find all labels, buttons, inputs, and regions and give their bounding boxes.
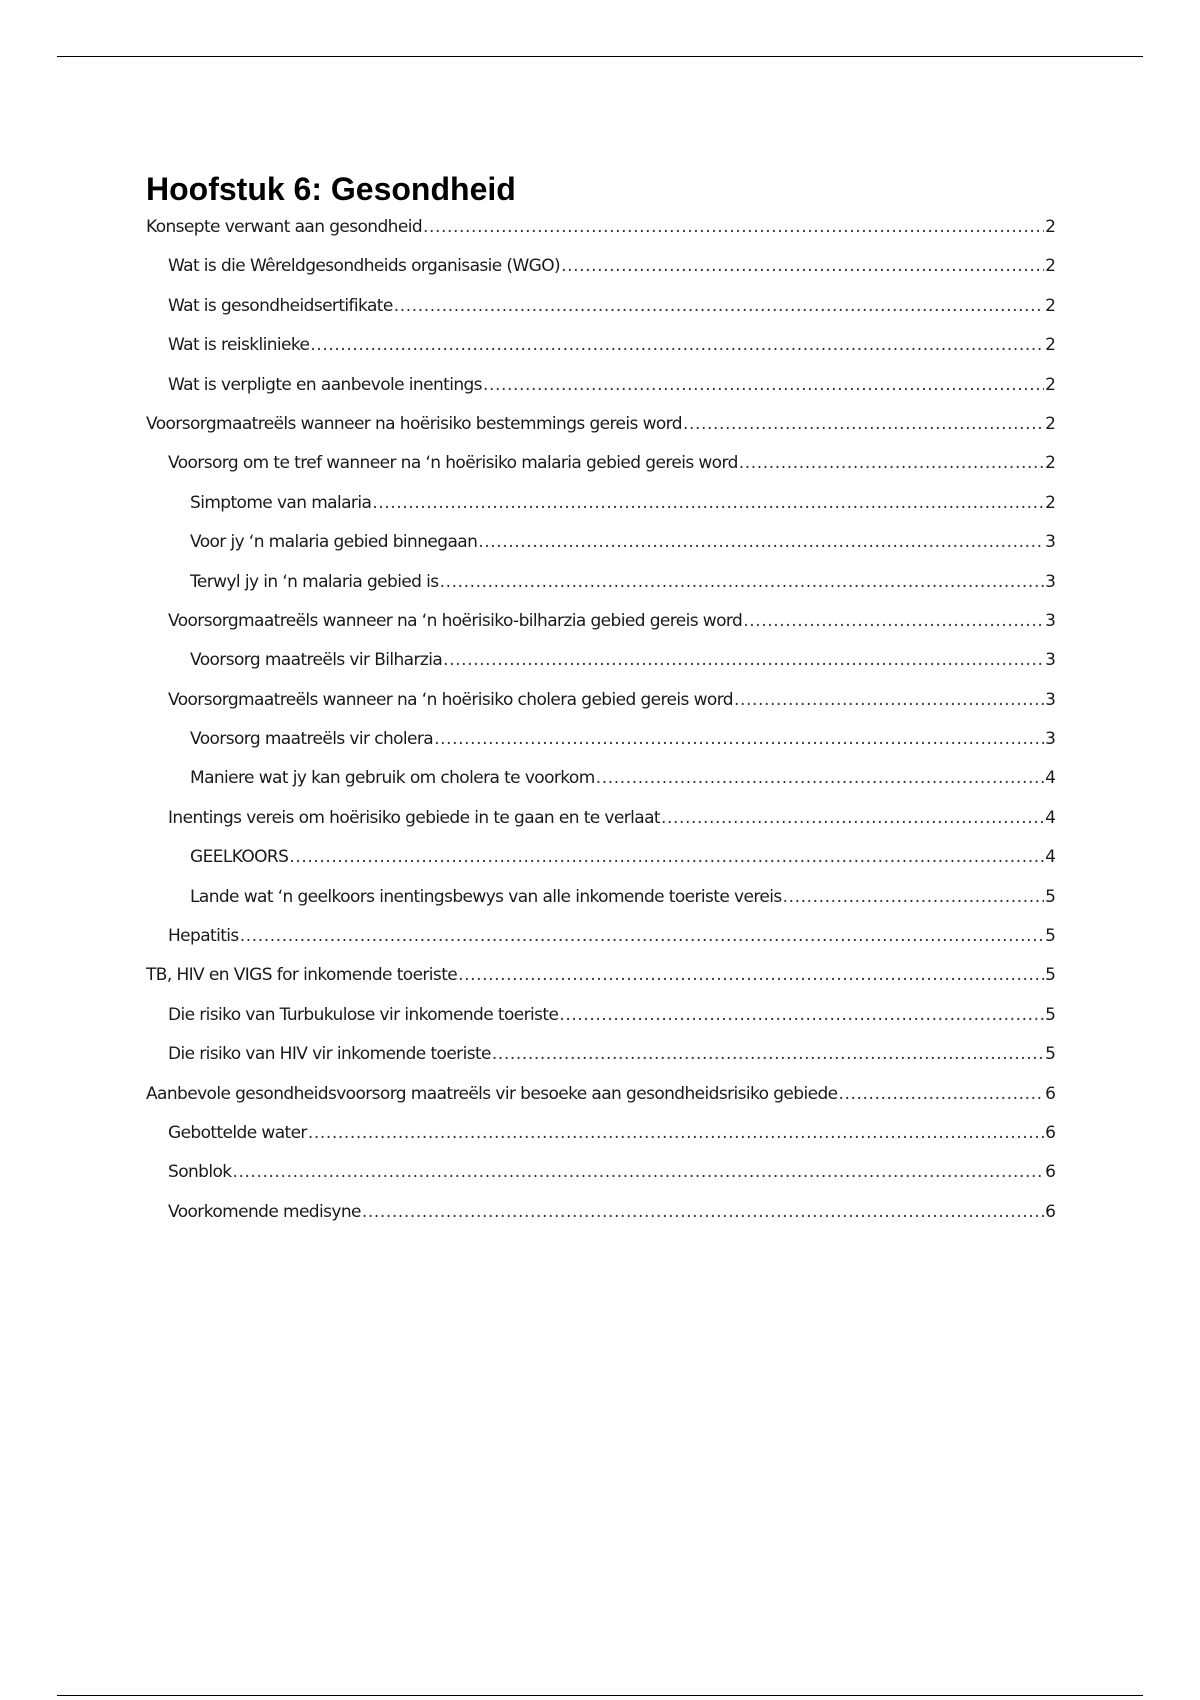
header-rule — [57, 56, 1143, 57]
toc-entry[interactable] — [146, 1162, 1056, 1201]
toc-page-number[interactable]: 3 — [1045, 610, 1056, 631]
toc-entry[interactable] — [146, 1123, 1056, 1162]
toc-dot-leader — [734, 690, 1044, 710]
toc-page-number[interactable]: 2 — [1045, 413, 1056, 434]
toc-entry-text[interactable]: Voorsorg om te tref wanneer na ‘n hoërisiko malaria gebied gereis word — [168, 453, 738, 474]
toc-dot-leader — [423, 217, 1044, 237]
toc-dot-leader — [478, 532, 1044, 552]
toc-page-number[interactable]: 3 — [1045, 689, 1056, 710]
toc-dot-leader — [394, 296, 1044, 316]
toc-entry-text[interactable]: Sonblok — [168, 1162, 232, 1183]
toc-page-number[interactable]: 3 — [1045, 571, 1056, 592]
toc-entry[interactable] — [146, 768, 1056, 807]
toc-entry-text[interactable]: Voorsorg maatreëls vir cholera — [190, 729, 434, 750]
toc-entry[interactable] — [146, 1044, 1056, 1083]
toc-entry-text[interactable]: Inentings vereis om hoërisiko gebiede in te gaan en te verlaat — [168, 807, 660, 828]
toc-entry-text[interactable]: Voorsorgmaatreëls wanneer na ‘n hoërisiko-bilharzia gebied gereis word — [168, 610, 743, 631]
toc-entry[interactable] — [146, 256, 1056, 295]
toc-page-number[interactable]: 2 — [1045, 374, 1056, 395]
toc-dot-leader — [561, 256, 1044, 276]
toc-entry-text[interactable]: Wat is verpligte en aanbevole inentings — [168, 374, 482, 395]
toc-dot-leader — [683, 414, 1044, 434]
toc-entry-text[interactable]: Voor jy ‘n malaria gebied binnegaan — [190, 532, 478, 553]
toc-entry[interactable] — [146, 1005, 1056, 1044]
toc-entry[interactable] — [146, 1202, 1056, 1241]
toc-entry-text[interactable]: GEELKOORS — [190, 847, 289, 868]
toc-entry[interactable] — [146, 453, 1056, 492]
toc-entry-text[interactable]: Voorsorgmaatreëls wanneer na ‘n hoërisiko cholera gebied gereis word — [168, 689, 733, 710]
toc-entry[interactable] — [146, 532, 1056, 571]
footer-rule — [57, 1695, 1143, 1696]
toc-entry-text[interactable]: TB, HIV en VIGS for inkomende toeriste — [146, 965, 458, 986]
toc-entry[interactable] — [146, 1084, 1056, 1123]
toc-page-number[interactable]: 2 — [1045, 492, 1056, 513]
toc-title: Hoofstuk 6: Gesondheid — [146, 171, 516, 207]
toc-entry[interactable] — [146, 690, 1056, 729]
toc-entry[interactable] — [146, 887, 1056, 926]
toc-dot-leader — [233, 1162, 1045, 1182]
toc-page-number[interactable]: 5 — [1045, 965, 1056, 986]
toc-page-number[interactable]: 2 — [1045, 453, 1056, 474]
toc-entry[interactable] — [146, 493, 1056, 532]
toc-entry-text[interactable]: Maniere wat jy kan gebruik om cholera te voorkom — [190, 768, 595, 789]
toc-dot-leader — [308, 1123, 1044, 1143]
toc-dot-leader — [310, 335, 1044, 355]
toc-page-number[interactable]: 6 — [1045, 1162, 1056, 1183]
toc-page-number[interactable]: 4 — [1045, 768, 1056, 789]
toc-entry-text[interactable]: Simptome van malaria — [190, 492, 372, 513]
toc-dot-leader — [483, 375, 1044, 395]
toc-page-number[interactable]: 5 — [1045, 886, 1056, 907]
toc-entry-text[interactable]: Wat is gesondheidsertifikate — [168, 295, 393, 316]
toc-page-number[interactable]: 6 — [1045, 1201, 1056, 1222]
toc-entry[interactable] — [146, 926, 1056, 965]
toc-entry-text[interactable]: Voorsorgmaatreëls wanneer na hoërisiko bestemmings gereis word — [146, 413, 682, 434]
toc-page-number[interactable]: 2 — [1045, 256, 1056, 277]
table-of-contents — [146, 165, 1056, 1241]
toc-entry-text[interactable]: Lande wat ‘n geelkoors inentingsbewys van alle inkomende toeriste vereis — [190, 886, 782, 907]
toc-entry-text[interactable]: Die risiko van Turbukulose vir inkomende toeriste — [168, 1004, 559, 1025]
toc-page-number[interactable]: 3 — [1045, 729, 1056, 750]
toc-dot-leader — [492, 1044, 1044, 1064]
toc-page-number[interactable]: 3 — [1045, 532, 1056, 553]
toc-entry-text[interactable]: Aanbevole gesondheidsvoorsorg maatreëls vir besoeke aan gesondheidsrisiko gebiede — [146, 1083, 838, 1104]
toc-entry-text[interactable]: Wat is die Wêreldgesondheids organisasie (WGO) — [168, 256, 561, 277]
toc-page-number[interactable]: 5 — [1045, 1044, 1056, 1065]
toc-entry[interactable] — [146, 965, 1056, 1004]
toc-page-number[interactable]: 2 — [1045, 217, 1056, 237]
toc-entry-text[interactable]: Terwyl jy in ‘n malaria gebied is — [190, 571, 439, 592]
toc-entry[interactable] — [146, 414, 1056, 453]
toc-dot-leader — [559, 1005, 1044, 1025]
toc-dot-leader — [289, 847, 1044, 867]
toc-entry[interactable] — [146, 808, 1056, 847]
toc-dot-leader — [661, 808, 1044, 828]
toc-entry[interactable] — [146, 572, 1056, 611]
toc-dot-leader — [839, 1084, 1045, 1104]
toc-entry[interactable] — [146, 335, 1056, 374]
toc-entry-text[interactable]: Gebottelde water — [168, 1122, 307, 1143]
toc-dot-leader — [743, 611, 1044, 631]
toc-entry[interactable] — [146, 611, 1056, 650]
toc-page-number[interactable]: 4 — [1045, 807, 1056, 828]
toc-dot-leader — [372, 493, 1044, 513]
toc-entry-text[interactable]: Voorkomende medisyne — [168, 1201, 361, 1222]
toc-page-number[interactable]: 5 — [1045, 1004, 1056, 1025]
toc-dot-leader — [596, 768, 1044, 788]
toc-dot-leader — [739, 453, 1044, 473]
toc-dot-leader — [240, 926, 1044, 946]
toc-entry-text[interactable]: Voorsorg maatreëls vir Bilharzia — [190, 650, 443, 671]
toc-page-number[interactable]: 2 — [1045, 335, 1056, 356]
toc-entry[interactable] — [146, 375, 1056, 414]
toc-entry[interactable] — [146, 296, 1056, 335]
toc-entry[interactable] — [146, 650, 1056, 689]
toc-dot-leader — [434, 729, 1044, 749]
toc-page-number[interactable]: 6 — [1045, 1083, 1056, 1104]
toc-entry[interactable] — [146, 217, 1056, 256]
toc-dot-leader — [458, 965, 1044, 985]
toc-page-number[interactable]: 6 — [1045, 1122, 1056, 1143]
toc-entry[interactable] — [146, 729, 1056, 768]
toc-dot-leader — [783, 887, 1045, 907]
toc-entry-text[interactable]: Konsepte verwant aan gesondheid — [146, 217, 423, 237]
toc-dot-leader — [443, 650, 1044, 670]
toc-entry-text[interactable]: Wat is reisklinieke — [168, 335, 310, 356]
toc-page-number[interactable]: 5 — [1045, 926, 1056, 947]
toc-entry-text[interactable]: Hepatitis — [168, 926, 239, 947]
toc-page-number[interactable]: 3 — [1045, 650, 1056, 671]
toc-page-number[interactable]: 4 — [1045, 847, 1056, 868]
toc-dot-leader — [362, 1202, 1044, 1222]
toc-entry-text[interactable]: Die risiko van HIV vir inkomende toeriste — [168, 1044, 491, 1065]
toc-page-number[interactable]: 2 — [1045, 295, 1056, 316]
toc-list — [146, 217, 1056, 1241]
toc-entry[interactable] — [146, 847, 1056, 886]
toc-dot-leader — [440, 572, 1045, 592]
